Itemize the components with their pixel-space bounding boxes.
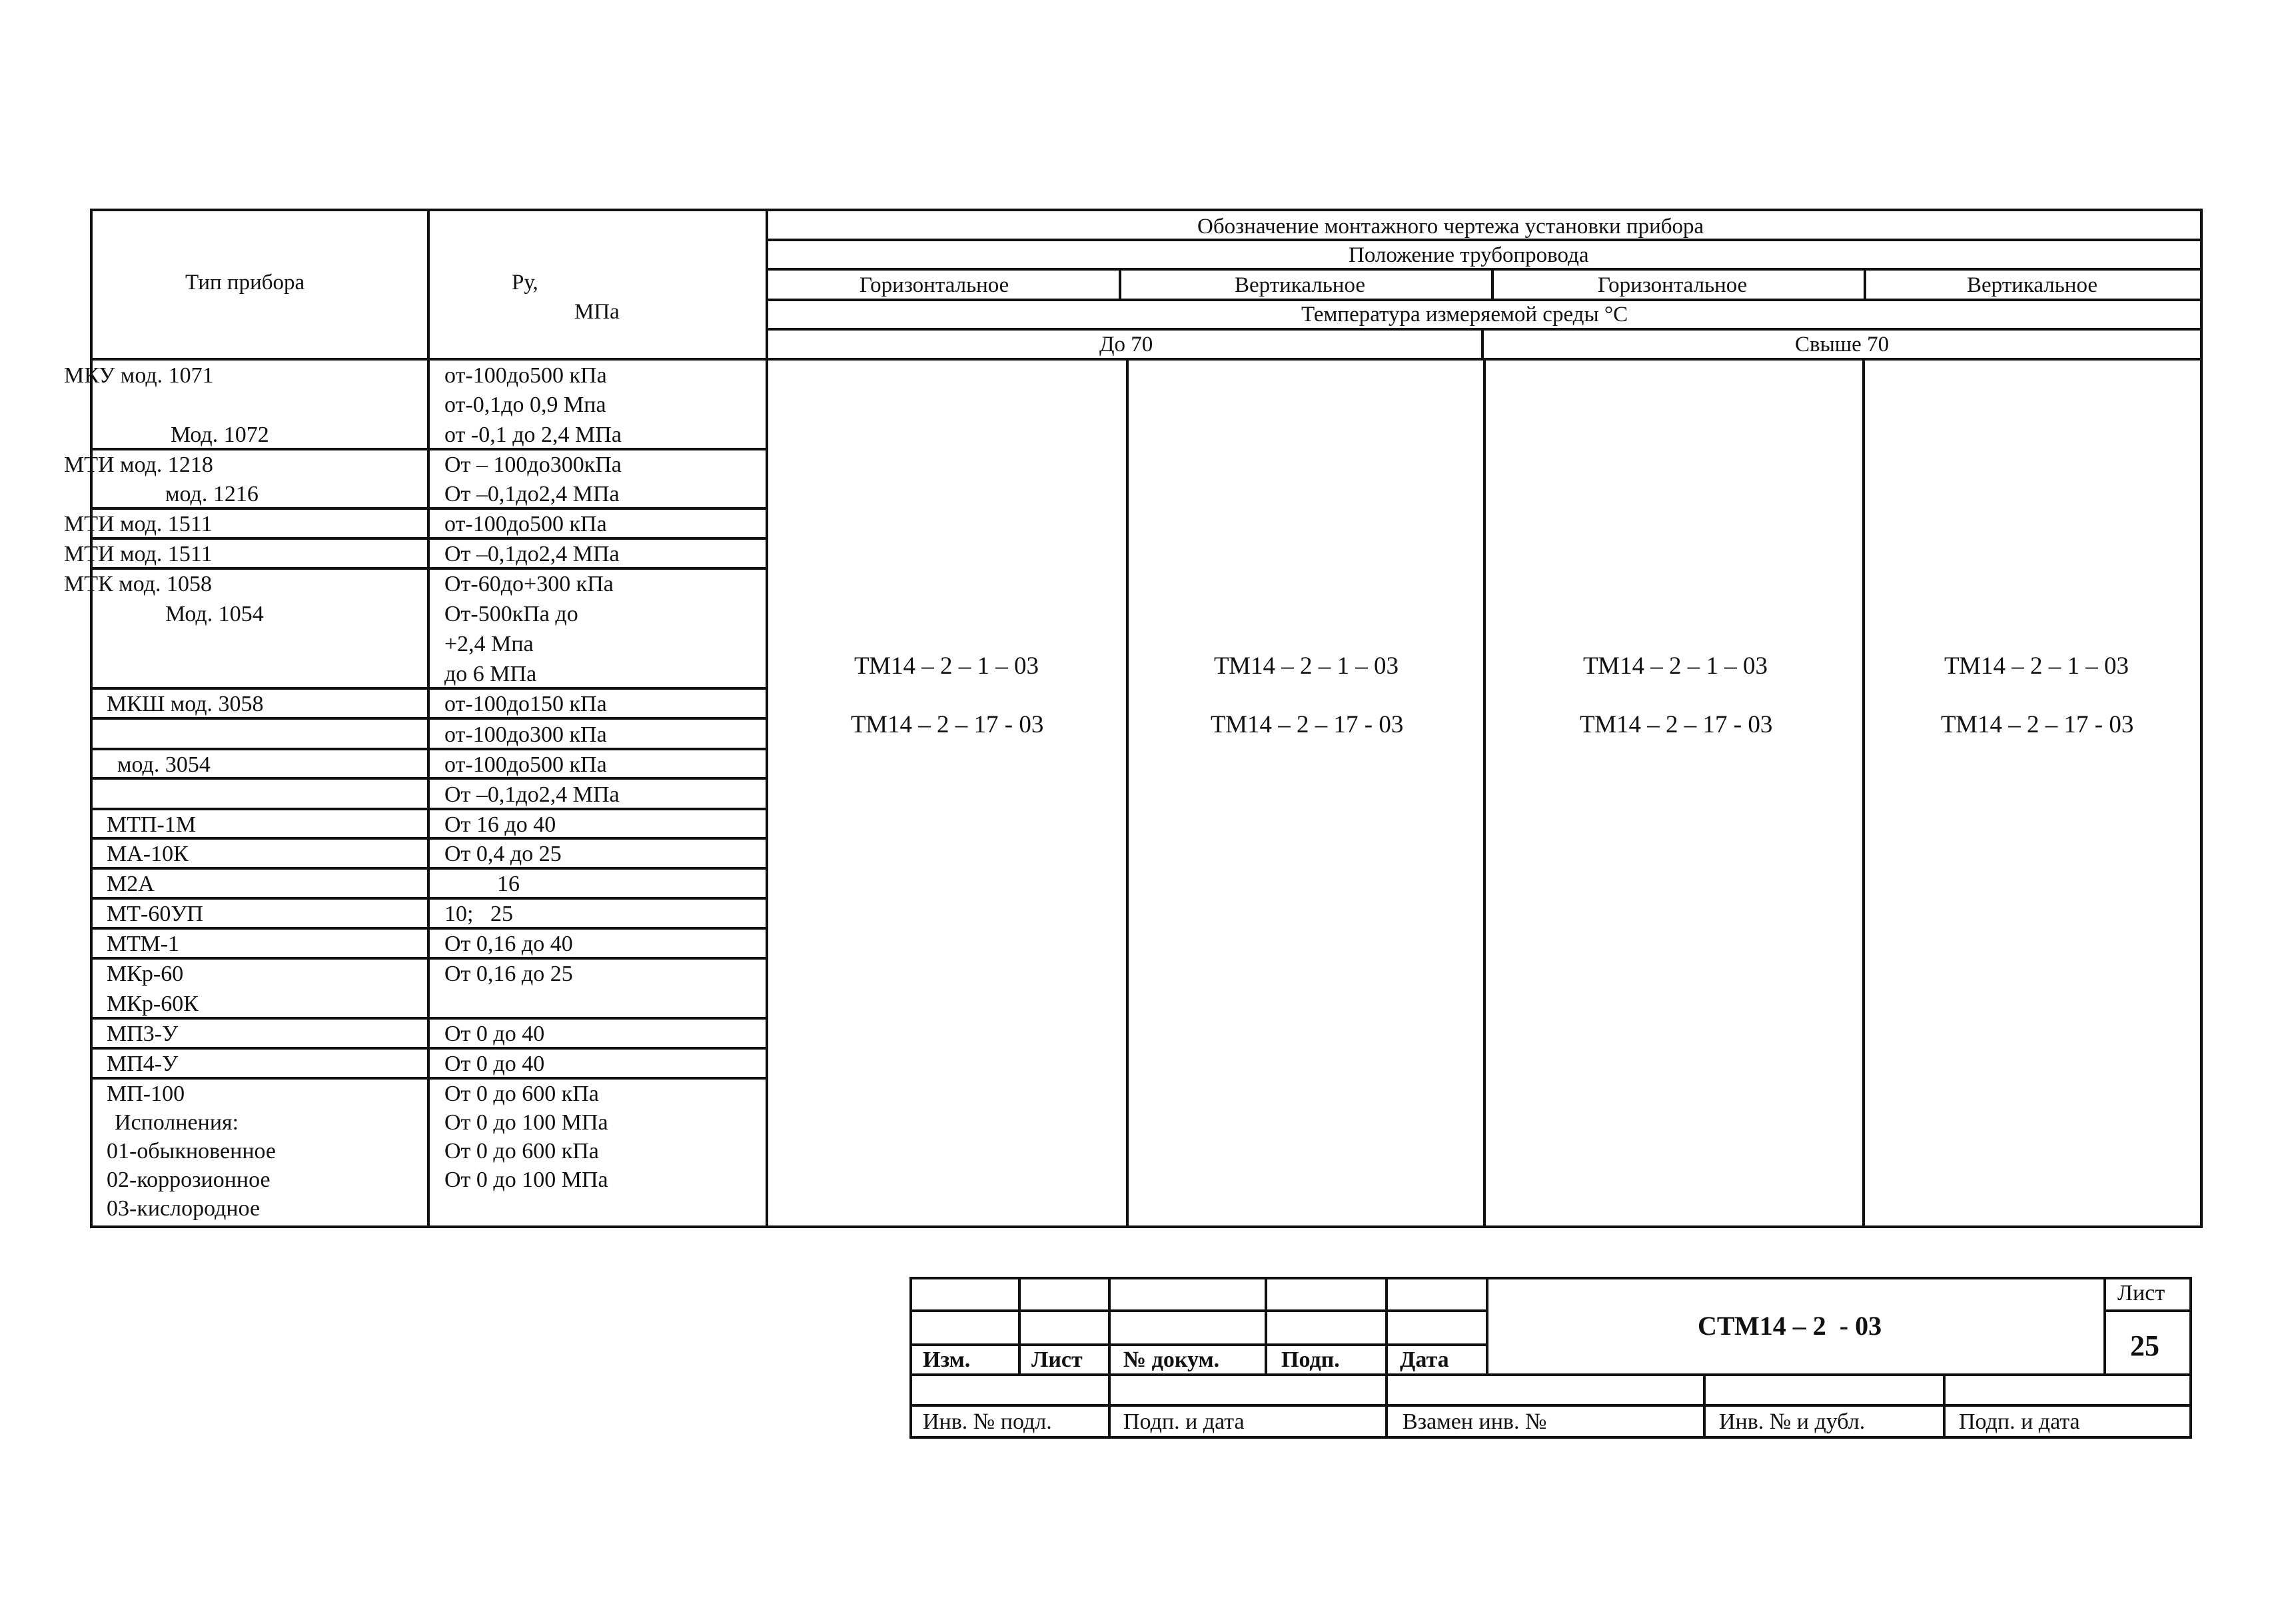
pressure-cell: 16	[497, 872, 520, 896]
header-py-unit: МПа	[574, 300, 620, 324]
header-pipeline-position: Положение трубопровода	[1349, 243, 1589, 267]
pressure-cell: От 16 до 40	[444, 812, 556, 837]
pressure-cell: От –0,1до2,4 МПа	[444, 482, 620, 506]
pressure-cell: От 0 до 40	[444, 1022, 545, 1046]
pressure-cell: от-0,1до 0,9 Мпа	[444, 393, 606, 417]
header-vertical-1: Вертикальное	[1235, 273, 1366, 297]
device-type-cell: МП3-У	[107, 1022, 179, 1046]
device-type-cell: МА-10К	[107, 842, 189, 866]
stamp-sign: Подп.	[1281, 1347, 1340, 1372]
pressure-cell: от-100до500 кПа	[444, 752, 607, 777]
device-type-cell: МКУ мод. 1071	[64, 363, 214, 388]
stamp-sign-date-1: Подп. и дата	[1123, 1409, 1245, 1434]
pressure-cell: От –0,1до2,4 МПа	[444, 542, 620, 566]
header-device-type: Тип прибора	[185, 271, 305, 295]
device-type-cell: 01-обыкновенное	[107, 1139, 277, 1164]
stamp-sign-date-2: Подп. и дата	[1959, 1409, 2080, 1434]
header-temperature-label: Температура измеряемой среды	[1301, 303, 1599, 327]
stamp-designation: СТМ14 – 2 - 03	[1698, 1311, 1882, 1341]
pressure-cell: От 0 до 40	[444, 1052, 545, 1076]
device-type-cell: МП-100	[107, 1082, 185, 1106]
header-temperature-unit: °С	[1604, 303, 1628, 327]
device-type-cell: Исполнения:	[115, 1110, 239, 1135]
stamp-sheet-label: Лист	[2117, 1281, 2165, 1305]
stamp-sheet-number: 25	[2130, 1329, 2159, 1362]
stamp-date: Дата	[1400, 1347, 1449, 1372]
header-up-to-70: До 70	[1099, 333, 1153, 357]
drawing-code-v70: ТМ14 – 2 – 17 - 03	[1211, 711, 1404, 738]
drawing-code-h70: ТМ14 – 2 – 17 - 03	[851, 711, 1044, 738]
device-type-cell: МТМ-1	[107, 932, 180, 956]
stamp-inv-no: Инв. № подл.	[923, 1409, 1052, 1434]
device-type-cell: МТИ мод. 1511	[64, 542, 213, 566]
drawing-code-h70: ТМ14 – 2 – 1 – 03	[854, 652, 1039, 680]
device-type-cell: мод. 1216	[165, 482, 259, 506]
device-type-cell: МКр-60К	[107, 992, 199, 1016]
header-horizontal-2: Горизонтальное	[1598, 273, 1748, 297]
header-temperature	[1301, 304, 1628, 326]
pressure-cell: от -0,1 до 2,4 МПа	[444, 422, 622, 447]
pressure-cell: От-60до+300 кПа	[444, 572, 614, 596]
stamp-list: Лист	[1031, 1347, 1083, 1372]
pressure-cell: от-100до150 кПа	[444, 692, 607, 716]
pressure-cell: от-100до500 кПа	[444, 512, 607, 536]
device-type-cell: МТИ мод. 1511	[64, 512, 213, 536]
stamp-replace-inv: Взамен инв. №	[1403, 1409, 1547, 1434]
stamp-izm: Изм.	[923, 1347, 971, 1372]
drawing-code-v-over70: ТМ14 – 2 – 1 – 03	[1944, 652, 2129, 680]
pressure-cell: От 0,4 до 25	[444, 842, 562, 866]
pressure-cell: 10; 25	[444, 902, 513, 926]
drawing-code-v-over70: ТМ14 – 2 – 17 - 03	[1941, 711, 2134, 738]
device-type-cell: МКр-60	[107, 962, 184, 986]
drawing-code-h-over70: ТМ14 – 2 – 1 – 03	[1583, 652, 1768, 680]
device-type-cell: мод. 3054	[117, 752, 211, 777]
device-type-cell: 03-кислородное	[107, 1196, 261, 1221]
stamp-doc-no: № докум.	[1123, 1347, 1220, 1372]
device-type-cell: Мод. 1072	[171, 422, 269, 447]
pressure-cell: От –0,1до2,4 МПа	[444, 782, 620, 807]
header-above-70: Свыше 70	[1795, 333, 1890, 357]
drawing-code-h-over70: ТМ14 – 2 – 17 - 03	[1580, 711, 1773, 738]
pressure-cell: от-100до500 кПа	[444, 363, 607, 388]
pressure-cell: от-100до300 кПа	[444, 722, 607, 747]
pressure-cell: От – 100до300кПа	[444, 452, 622, 477]
pressure-cell: От 0,16 до 40	[444, 932, 573, 956]
stamp-inv-dup: Инв. № и дубл.	[1719, 1409, 1866, 1434]
device-type-cell: 02-коррозионное	[107, 1168, 271, 1192]
header-py-label: Ру,	[512, 271, 538, 295]
device-type-cell: МТИ мод. 1218	[64, 452, 213, 477]
pressure-cell: От 0 до 600 кПа	[444, 1139, 599, 1164]
device-type-cell: МКШ мод. 3058	[107, 692, 264, 716]
header-vertical-2: Вертикальное	[1967, 273, 2098, 297]
device-type-cell: МТК мод. 1058	[64, 572, 213, 596]
drawing-code-v70: ТМ14 – 2 – 1 – 03	[1214, 652, 1399, 680]
pressure-cell: +2,4 Мпа	[444, 632, 534, 656]
pressure-cell: От-500кПа до	[444, 602, 578, 626]
pressure-cell: От 0 до 600 кПа	[444, 1082, 599, 1106]
device-type-cell: МТ-60УП	[107, 902, 203, 926]
pressure-cell: От 0 до 100 МПа	[444, 1110, 608, 1135]
device-type-cell: МТП-1М	[107, 812, 197, 837]
header-drawing-designation: Обозначение монтажного чертежа установки прибора	[1197, 215, 1704, 239]
device-type-cell: М2А	[107, 872, 155, 896]
device-type-cell: МП4-У	[107, 1052, 179, 1076]
pressure-cell: От 0,16 до 25	[444, 962, 573, 986]
pressure-cell: От 0 до 100 МПа	[444, 1168, 608, 1192]
device-type-cell: Мод. 1054	[165, 602, 264, 626]
pressure-cell: до 6 МПа	[444, 662, 537, 686]
header-horizontal-1: Горизонтальное	[860, 273, 1009, 297]
